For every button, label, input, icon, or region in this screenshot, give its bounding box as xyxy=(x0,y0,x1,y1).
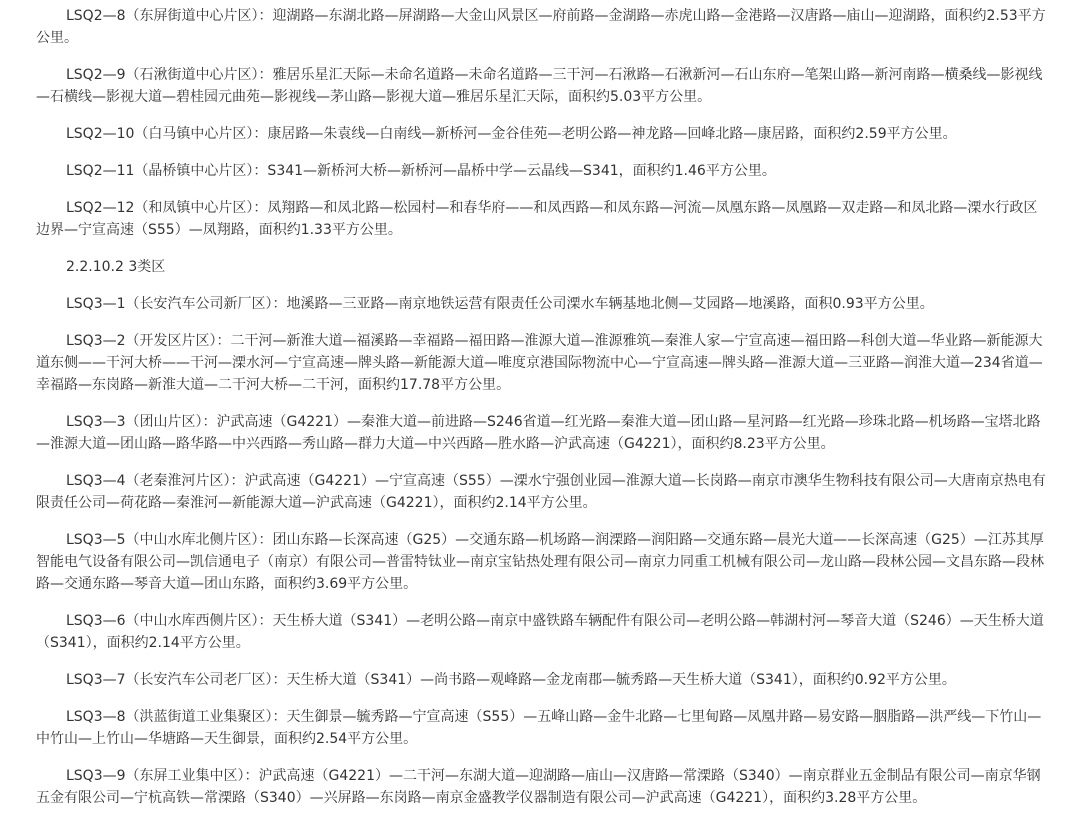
paragraph-lsq3-1: LSQ3—1（长安汽车公司新厂区）：地溪路—三亚路—南京地铁运营有限责任公司溧水车辆基地北侧—艾园路—地溪路，面积0.93平方公里。 xyxy=(66,296,934,312)
paragraph-lsq3-9: LSQ3—9（东屏工业集中区）：沪武高速（G4221）—二干河—东湖大道—迎湖路—庙山—汉唐路—常溧路（S340）—南京群业五金制品有限公司—南京华钢五金有限公司—宁杭高铁—常溧路（S340）—兴屏路—东岗路—南京金盛教学仪器制造有限公司—沪武高速（G4221），面积约3.28平方公里。 xyxy=(36,768,1041,806)
paragraph-lsq3-7: LSQ3—7（长安汽车公司老厂区）：天生桥大道（S341）—尚书路—观峰路—金龙南郡—毓秀路—天生桥大道（S341），面积约0.92平方公里。 xyxy=(66,672,956,688)
paragraph-lsq2-11: LSQ2—11（晶桥镇中心片区）：S341—新桥河大桥—新桥河—晶桥中学—云晶线—S341，面积约1.46平方公里。 xyxy=(66,163,776,179)
paragraph-lsq2-12: LSQ2—12（和凤镇中心片区）：凤翔路—和凤北路—松园村—和春华府——和凤西路—和凤东路—河流—凤凰东路—凤凰路—双走路—和凤北路—溧水行政区边界—宁宣高速（S55）—凤翔路，面积约1.33平方公里。 xyxy=(36,200,1038,238)
paragraph-lsq2-8: LSQ2—8（东屏街道中心片区）：迎湖路—东湖北路—屏湖路—大金山风景区—府前路—金湖路—赤虎山路—金港路—汉唐路—庙山—迎湖路，面积约2.53平方公里。 xyxy=(36,8,1046,46)
paragraph-lsq3-4: LSQ3—4（老秦淮河片区）：沪武高速（G4221）—宁宣高速（S55）—溧水宁强创业园—淮源大道—长岗路—南京市澳华生物科技有限公司—大唐南京热电有限责任公司—荷花路—秦淮河—新能源大道—沪武高速（G4221），面积约2.14平方公里。 xyxy=(36,473,1046,511)
paragraph-lsq2-9: LSQ2—9（石湫街道中心片区）：雅居乐星汇天际—未命名道路—未命名道路—三干河—石湫路—石湫新河—石山东府—笔架山路—新河南路—横桑线—影视线—石横线—影视大道—碧桂园元曲苑—影视线—茅山路—影视大道—雅居乐星汇天际，面积约5.03平方公里。 xyxy=(36,67,1043,105)
paragraph-lsq3-8: LSQ3—8（洪蓝街道工业集聚区）：天生御景—毓秀路—宁宣高速（S55）—五峰山路—金牛北路—七里甸路—凤凰井路—易安路—胭脂路—洪严线—下竹山—中竹山—上竹山—华塘路—天生御景，面积约2.54平方公里。 xyxy=(36,709,1042,747)
paragraph-lsq2-10: LSQ2—10（白马镇中心片区）：康居路—朱袁线—白南线—新桥河—金谷佳苑—老明公路—神龙路—回峰北路—康居路，面积约2.59平方公里。 xyxy=(66,126,957,142)
section-heading: 2.2.10.2 3类区 xyxy=(66,259,166,275)
paragraph-lsq3-5: LSQ3—5（中山水库北侧片区）：团山东路—长深高速（G25）—交通东路—机场路—润溧路—润阳路—交通东路—晨光大道——长深高速（G25）—江苏其厚智能电气设备有限公司—凯信通电子（南京）有限公司—普雷特钛业—南京宝钻热处理有限公司—南京力同重工机械有限公司—龙山路—段林公园—文昌东路—段林路—交通东路—琴音大道—团山东路，面积约3.69平方公里。 xyxy=(36,532,1044,592)
paragraph-lsq3-2: LSQ3—2（开发区片区）：二干河—新淮大道—福溪路—幸福路—福田路—淮源大道—淮源雅筑—秦淮人家—宁宣高速—福田路—科创大道—华业路—新能源大道东侧——干河大桥——干河—溧水河—宁宣高速—牌头路—新能源大道—唯度京港国际物流中心—宁宣高速—牌头路—淮源大道—三亚路—润淮大道—234省道—幸福路—东岗路—新淮大道—二干河大桥—二干河，面积约17.78平方公里。 xyxy=(36,333,1043,393)
paragraph-lsq3-6: LSQ3—6（中山水库西侧片区）：天生桥大道（S341）—老明公路—南京中盛铁路车辆配件有限公司—老明公路—韩湖村河—琴音大道（S246）—天生桥大道（S341），面积约2.14平方公里。 xyxy=(36,613,1044,651)
paragraph-lsq3-3: LSQ3—3（团山片区）：沪武高速（G4221）—秦淮大道—前进路—S246省道—红光路—秦淮大道—团山路—星河路—红光路—珍珠北路—机场路—宝塔北路—淮源大道—团山路—路华路—中兴西路—秀山路—群力大道—中兴西路—胜水路—沪武高速（G4221），面积约8.23平方公里。 xyxy=(36,414,1041,452)
